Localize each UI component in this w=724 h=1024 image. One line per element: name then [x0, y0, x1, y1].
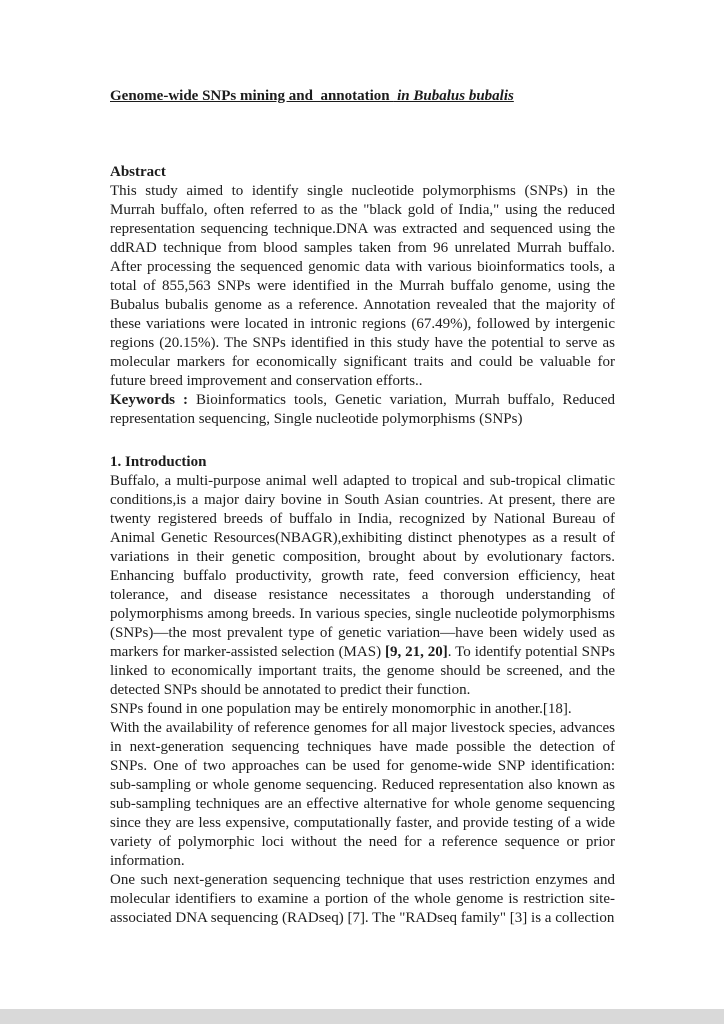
page-content — [110, 0, 615, 928]
abstract-text: This study aimed to identify single nucleotide polymorphisms (SNPs) in the Murrah buffalo, often referred to as the "black gold of India," using the reduced representation sequencing technique.DNA was extracted and sequenced using the ddRAD technique from blood samples taken from 96 unrelated Murrah buffalo. After processing the sequenced genomic data with various bioinformatics tools, a total of 855,563 SNPs were identified in the Murrah buffalo genome, using the Bubalus bubalis genome as a reference. Annotation revealed that the majority of these variations were located in intronic regions (67.49%), followed by intergenic regions (20.15%). The SNPs identified in this study have the potential to serve as molecular markers for economically significant traits and could be valuable for future breed improvement and conservation efforts.. — [110, 183, 615, 389]
paper-title — [110, 87, 615, 106]
keywords-label: Keywords : — [110, 392, 189, 408]
introduction-paragraph-3: With the availability of reference genomes for all major livestock species, advances in next-generation sequencing techniques have made possible the detection of SNPs. One of two approaches can be used for genome-wide SNP identification: sub-sampling or whole genome sequencing. Reduced representation also known as sub-sampling techniques are an effective alternative for whole genome sequencing since they are less expensive, computationally faster, and provide testing of a wide variety of polymorphic loci without the need for a reference sequence or prior information. — [110, 720, 615, 869]
page-bottom-edge — [0, 1009, 724, 1024]
introduction-paragraph-2: SNPs found in one population may be entirely monomorphic in another.[18]. — [110, 701, 572, 717]
paper-title-species: in Bubalus bubalis — [393, 88, 514, 104]
keywords-text: Bioinformatics tools, Genetic variation, Murrah buffalo, Reduced representation sequencing, Single nucleotide polymorphisms (SNPs) — [110, 392, 615, 427]
keywords-line — [110, 391, 615, 429]
intro-p1-pre-citation: Buffalo, a multi-purpose animal well adapted to tropical and sub-tropical climatic conditions,is a major dairy bovine in South Asian countries. At present, there are twenty registered breeds of buffalo in India, recognized by National Bureau of Animal Genetic Resources(NBAGR),exhibiting distinct phenotypes as a result of variations in their genetic composition, brought about by evolutionary factors. Enhancing buffalo productivity, growth rate, feed conversion efficiency, heat tolerance, and disease resistance necessitates a thorough understanding of polymorphisms among breeds. In various species, single nucleotide polymorphisms (SNPs)—the most prevalent type of genetic variation—have been widely used as markers for marker-assisted selection (MAS) — [110, 473, 615, 660]
introduction-paragraph-4: One such next-generation sequencing technique that uses restriction enzymes and molecular identifiers to examine a portion of the whole genome is restriction site-associated DNA sequencing (RADseq) [7]. The "RADseq family" [3] is a collection — [110, 872, 615, 926]
introduction-paragraph-1 — [110, 472, 615, 700]
citation-9-21-20: [9, 21, 20] — [384, 644, 448, 660]
paper-title-main: Genome-wide SNPs mining and annotation — [110, 88, 394, 104]
introduction-heading: 1. Introduction — [110, 454, 207, 470]
intro-p1-post-citation: . To identify potential SNPs linked to economically important traits, the genome should be screened, and the detected SNPs should be annotated to predict their function. — [110, 644, 616, 698]
abstract-heading: Abstract — [110, 164, 166, 180]
